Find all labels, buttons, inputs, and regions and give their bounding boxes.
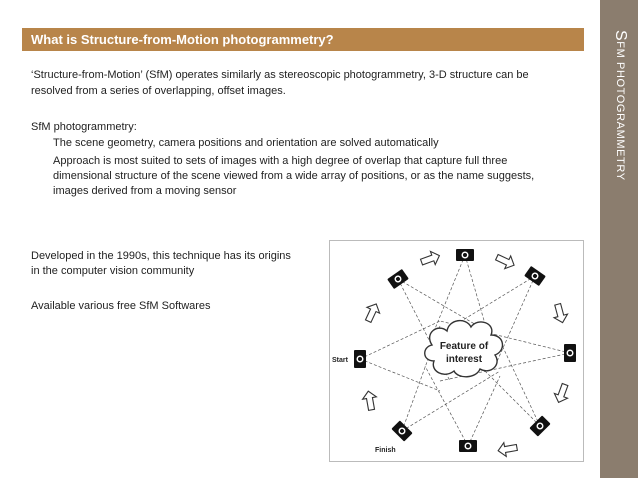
side-title-initial: S	[612, 30, 629, 42]
point-2-line-3: images derived from a moving sensor	[53, 185, 237, 197]
developed-line-1: Developed in the 1990s, this technique has its origins	[31, 250, 291, 262]
arrow-icon	[361, 390, 378, 411]
point-1: The scene geometry, camera positions and orientation are solved automatically	[53, 137, 439, 149]
start-label: Start	[332, 357, 348, 364]
sfm-diagram	[329, 240, 584, 462]
feature-label-line-2: interest	[445, 354, 483, 365]
arrow-icon	[497, 441, 518, 458]
software-note: Available various free SfM Softwares	[31, 300, 211, 312]
side-title	[609, 30, 629, 200]
slide-title: What is Structure-from-Motion photogrammetry?	[31, 32, 334, 47]
camera-icon	[387, 269, 409, 289]
arrow-icon	[494, 251, 517, 272]
camera-icon	[456, 249, 474, 261]
side-title-rest: FM PHOTOGRAMMETRY	[614, 41, 626, 181]
arrow-icon	[551, 302, 569, 324]
camera-icon	[459, 440, 477, 452]
sfm-diagram-svg	[330, 241, 583, 461]
sfm-heading: SfM photogrammetry:	[31, 121, 137, 133]
point-2-line-2: dimensional structure of the scene viewed from a wide array of positions, or as the name suggests,	[53, 170, 535, 182]
camera-icon	[354, 350, 366, 368]
camera-icon	[524, 266, 546, 286]
intro-line-2: resolved from a series of overlapping, offset images.	[31, 85, 286, 97]
arrow-icon	[362, 301, 383, 324]
point-2-line-1: Approach is most suited to sets of images with a high degree of overlap that capture full three	[53, 155, 508, 167]
camera-icon	[391, 420, 412, 441]
feature-label-line-1: Feature of	[439, 341, 489, 352]
arrow-icon	[552, 382, 572, 405]
slide-title-bar	[22, 28, 584, 51]
arrow-icon	[419, 249, 442, 269]
camera-icon	[564, 344, 576, 362]
intro-line-1: ‘Structure-from-Motion’ (SfM) operates similarly as stereoscopic photogrammetry, 3-D structure can be	[31, 69, 529, 81]
developed-line-2: in the computer vision community	[31, 265, 195, 277]
finish-label: Finish	[375, 447, 396, 454]
